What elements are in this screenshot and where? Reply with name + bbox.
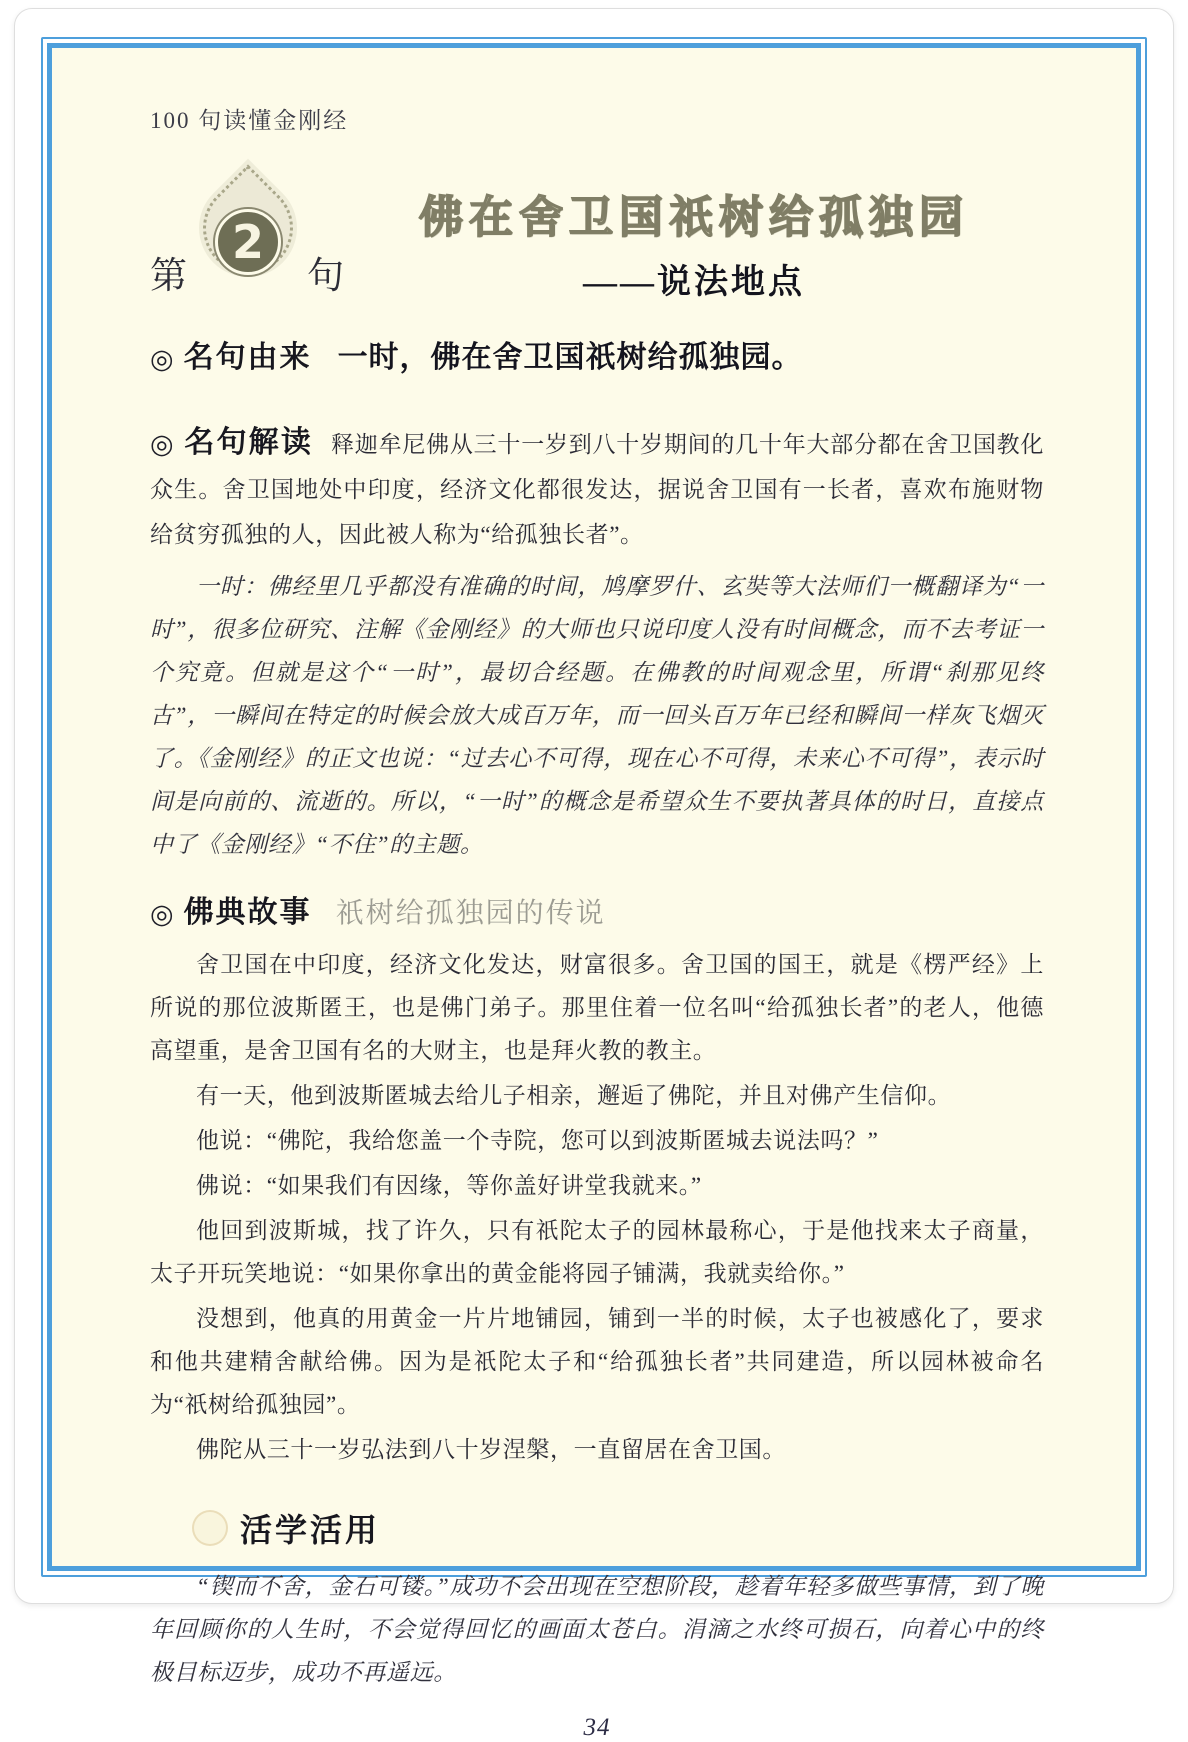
section-bullet-icon: ◎ bbox=[150, 429, 175, 459]
story-paragraph: 他说：“佛陀，我给您盖一个寺院，您可以到波斯匿城去说法吗？” bbox=[196, 1128, 879, 1153]
story-paragraph: 他回到波斯城，找了许久，只有祇陀太子的园林最称心，于是他找来太子商量，太子开玩笑地说：“如果你拿出的黄金能将园子铺满，我就卖给你。” bbox=[150, 1218, 1044, 1286]
outer-border-frame bbox=[41, 37, 1147, 1741]
section-story bbox=[150, 890, 1044, 941]
section-heading-origin: 名句由来 bbox=[183, 340, 312, 375]
chapter-heading bbox=[150, 157, 1044, 305]
story-subtitle: 祇树给孤独园的传说 bbox=[335, 898, 606, 929]
page-content bbox=[52, 48, 1136, 1741]
section-heading-story: 佛典故事 bbox=[183, 895, 312, 930]
section-bullet-icon: ◎ bbox=[150, 344, 174, 374]
story-paragraph: 佛陀从三十一岁弘法到八十岁涅槃，一直留居在舍卫国。 bbox=[196, 1437, 786, 1462]
story-paragraph: 舍卫国在中印度，经济文化发达，财富很多。舍卫国的国王，就是《楞严经》上所说的那位波斯匿王，也是佛门弟子。那里住着一位名叫“给孤独长者”的老人，他德高望重，是舍卫国有名的大财主，也是拜火教的教主。 bbox=[150, 952, 1044, 1063]
chapter-suffix: 句 bbox=[307, 256, 344, 297]
seal-circle-icon bbox=[192, 1510, 228, 1546]
chapter-prefix: 第 bbox=[150, 256, 187, 297]
interpretation-note-paragraph: 一时：佛经里几乎都没有准确的时间，鸠摩罗什、玄奘等大法师们一概翻译为“一时”，很多位研究、注解《金刚经》的大师也只说印度人没有时间概念，而不去考证一个究竟。但就是这个“一时”，最切合经题。在佛教的时间观念里，所谓“刹那见终古”，一瞬间在特定的时候会放大成百万年，而一回头百万年已经和瞬间一样灰飞烟灭了。《金刚经》的正文也说：“过去心不可得，现在心不可得，未来心不可得”，表示时间是向前的、流逝的。所以，“一时”的概念是希望众生不要执著具体的时日，直接点中了《金刚经》“不住”的主题。 bbox=[150, 574, 1044, 857]
story-paragraph: 有一天，他到波斯匿城去给儿子相亲，邂逅了佛陀，并且对佛产生信仰。 bbox=[196, 1083, 952, 1108]
interpretation-lead-text: 释迦牟尼佛从三十一岁到八十岁期间的几十年大部分都在舍卫国教化众生。舍卫国地处中印度，经济文化都很发达，据说舍卫国有一长者，喜欢布施财物给贫穷孤独的人，因此被人称为“给孤独长者”。 bbox=[150, 432, 1045, 547]
page-number: 34 bbox=[583, 1714, 611, 1741]
running-header: 100 句读懂金刚经 bbox=[150, 108, 349, 133]
story-paragraph: 佛说：“如果我们有因缘，等你盖好讲堂我就来。” bbox=[196, 1173, 702, 1198]
book-page-card bbox=[14, 8, 1174, 1741]
chapter-subtitle: ——说法地点 bbox=[583, 264, 805, 301]
section-heading-application: 活学活用 bbox=[240, 1512, 381, 1548]
chapter-number: 2 bbox=[231, 215, 264, 269]
chapter-number-emblem bbox=[191, 163, 303, 305]
chapter-title-block bbox=[344, 191, 1044, 305]
story-paragraph: 没想到，他真的用黄金一片片地铺园，铺到一半的时候，太子也被感化了，要求和他共建精舍献给佛。因为是祇陀太子和“给孤独长者”共同建造，所以园林被命名为“祇树给孤独园”。 bbox=[150, 1306, 1044, 1417]
chapter-title: 佛在舍卫国祇树给孤独园 bbox=[419, 191, 969, 243]
section-interpretation-lead bbox=[150, 420, 1044, 557]
chapter-number-circle bbox=[215, 209, 281, 275]
section-heading-interpretation: 名句解读 bbox=[184, 425, 314, 460]
section-bullet-icon: ◎ bbox=[150, 899, 174, 929]
origin-quote: 一时，佛在舍卫国祇树给孤独园。 bbox=[337, 341, 803, 374]
section-origin bbox=[150, 335, 1044, 386]
chapter-number-group bbox=[150, 163, 344, 305]
inner-border-frame bbox=[47, 43, 1141, 1741]
section-application bbox=[192, 1505, 1044, 1551]
application-paragraph: “锲而不舍，金石可镂。”成功不会出现在空想阶段，趁着年轻多做些事情，到了晚年回顾你的人生时，不会觉得回忆的画面太苍白。涓滴之水终可损石，向着心中的终极目标迈步，成功不再遥远。 bbox=[150, 1574, 1044, 1685]
